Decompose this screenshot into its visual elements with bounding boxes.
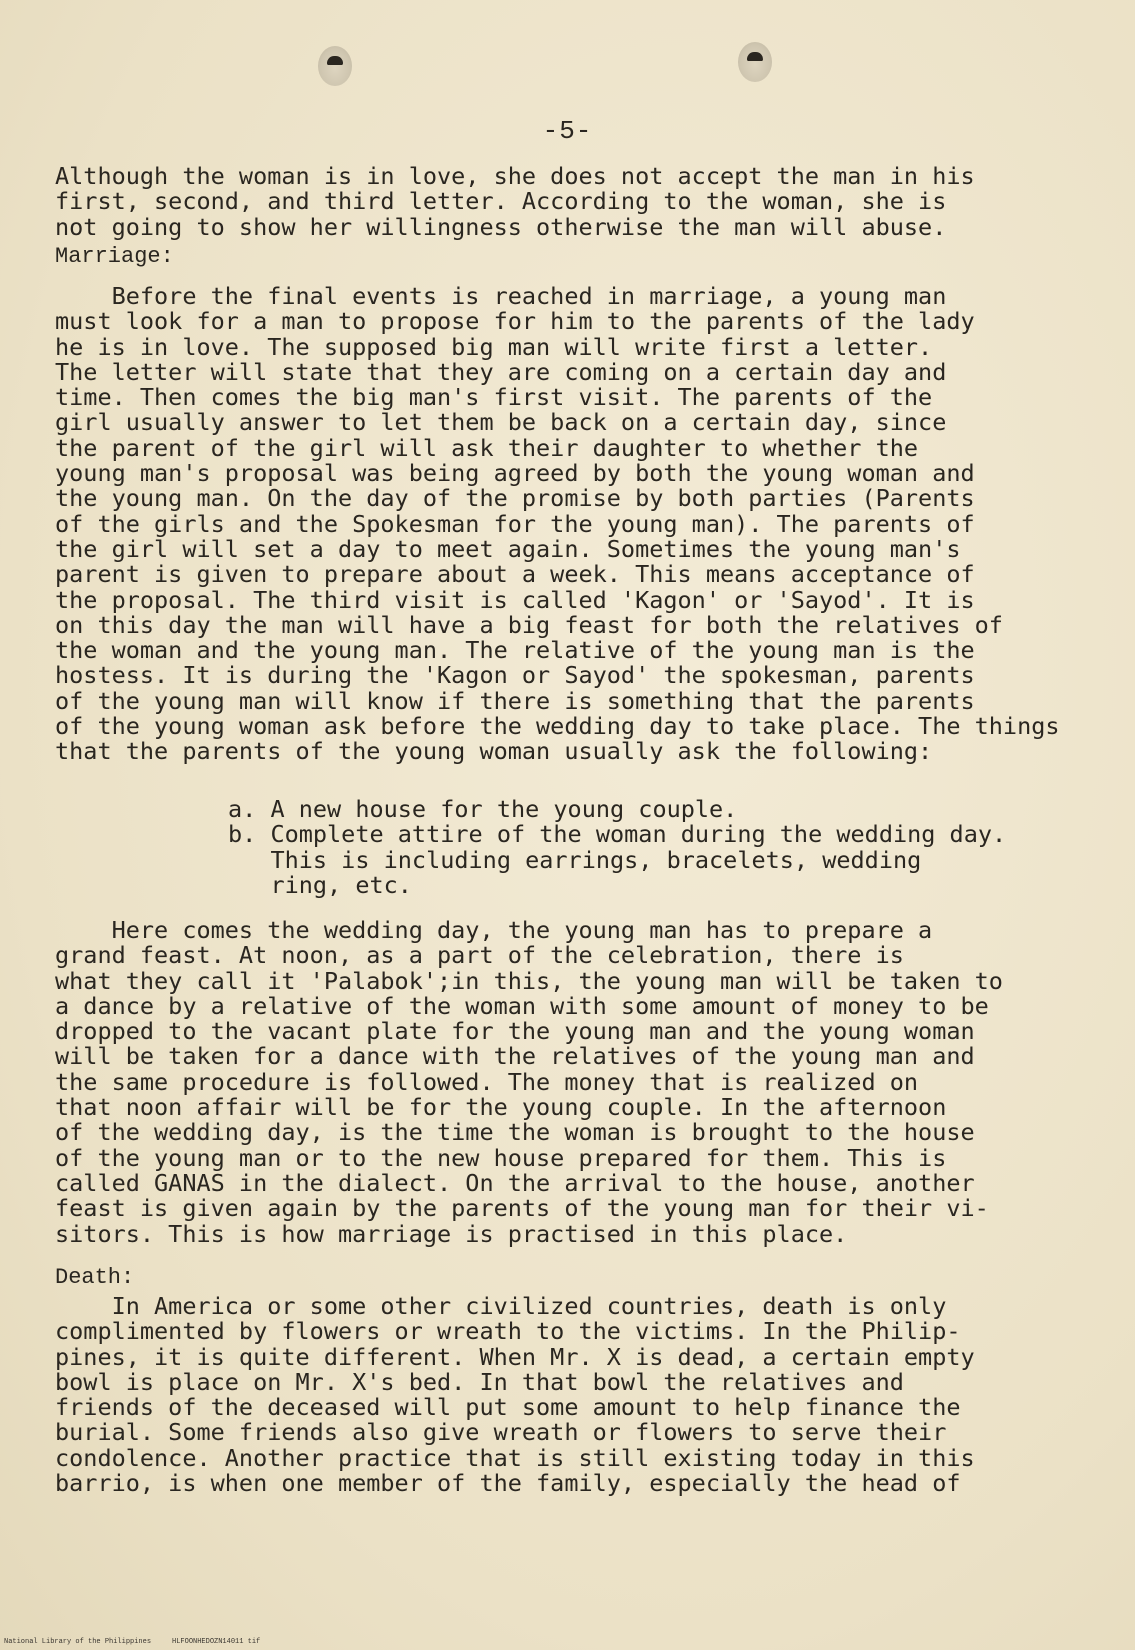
marriage-line: young man's proposal was being agreed by both the young woman and (55, 459, 975, 488)
death-heading: Death: (55, 1265, 135, 1290)
wedding-line: Here comes the wedding day, the young man has to prepare a (55, 916, 933, 944)
death-line: pines, it is quite different. When Mr. X is dead, a certain empty (55, 1342, 975, 1371)
marriage-line: the woman and the young man. The relative of the young man is the (55, 636, 975, 665)
death-line: barrio, is when one member of the family, especially the head of (55, 1469, 961, 1498)
marriage-line: Before the final events is reached in marriage, a young man (55, 282, 947, 310)
marriage-line: the girl will set a day to meet again. Sometimes the young man's (55, 534, 961, 563)
intro-line: Although the woman is in love, she does not accept the man in his (55, 162, 975, 190)
marriage-line: girl usually answer to let them be back on a certain day, since (55, 408, 947, 437)
wedding-line: sitors. This is how marriage is practised in this place. (55, 1219, 848, 1248)
marriage-line: hostess. It is during the 'Kagon or Sayod' the spokesman, parents (55, 661, 975, 690)
intro-line: not going to show her willingness otherwise the man will abuse. (55, 212, 947, 241)
list-item-line: a. A new house for the young couple. (228, 795, 738, 823)
list-item-line: b. Complete attire of the woman during the wedding day. (228, 820, 1007, 849)
marriage-paragraph (55, 284, 1115, 765)
death-paragraph (55, 1294, 1115, 1496)
wedding-line: grand feast. At noon, as a part of the celebration, there is (55, 941, 904, 970)
marriage-line: of the girls and the Spokesman for the young man). The parents of (55, 509, 975, 538)
marriage-line: on this day the man will have a big feast for both the relatives of (55, 610, 1003, 639)
marriage-line: of the young woman ask before the wedding day to take place. The things (55, 712, 1060, 741)
wedding-line: the same procedure is followed. The money that is realized on (55, 1067, 919, 1096)
list-item-line: This is including earrings, bracelets, wedding (228, 845, 922, 874)
punch-hole-left (318, 46, 352, 86)
marriage-requirements-list (228, 797, 1108, 898)
wedding-line: called GANAS in the dialect. On the arrival to the house, another (55, 1168, 975, 1197)
marriage-line: The letter will state that they are coming on a certain day and (55, 357, 947, 386)
death-line: bowl is place on Mr. X's bed. In that bowl the relatives and (55, 1367, 904, 1396)
wedding-line: what they call it 'Palabok';in this, the young man will be taken to (55, 966, 1003, 995)
marriage-line: parent is given to prepare about a week. This means acceptance of (55, 560, 975, 589)
wedding-paragraph (55, 918, 1115, 1247)
wedding-line: of the young man or to the new house prepared for them. This is (55, 1143, 947, 1172)
wedding-line: will be taken for a dance with the relatives of the young man and (55, 1042, 975, 1071)
page-number: -5- (542, 116, 593, 146)
intro-line: first, second, and third letter. According to the woman, she is (55, 187, 947, 216)
marriage-line: must look for a man to propose for him to the parents of the lady (55, 307, 975, 336)
death-line: complimented by flowers or wreath to the victims. In the Philip- (55, 1317, 961, 1346)
marriage-line: the young man. On the day of the promise by both parties (Parents (55, 484, 975, 513)
list-item-line: ring, etc. (228, 870, 412, 899)
marriage-line: the parent of the girl will ask their daughter to whether the (55, 433, 919, 462)
death-line: burial. Some friends also give wreath or flowers to serve their (55, 1418, 947, 1447)
death-line: friends of the deceased will put some amount to help finance the (55, 1393, 961, 1422)
wedding-line: that noon affair will be for the young couple. In the afternoon (55, 1093, 947, 1122)
marriage-line: time. Then comes the big man's first visit. The parents of the (55, 383, 933, 412)
wedding-line: feast is given again by the parents of the young man for their vi- (55, 1194, 989, 1223)
wedding-line: of the wedding day, is the time the woman is brought to the house (55, 1118, 975, 1147)
marriage-line: of the young man will know if there is something that the parents (55, 686, 975, 715)
punch-hole-right (738, 42, 772, 82)
wedding-line: a dance by a relative of the woman with some amount of money to be (55, 991, 989, 1020)
wedding-line: dropped to the vacant plate for the young man and the young woman (55, 1017, 975, 1046)
marriage-line: he is in love. The supposed big man will write first a letter. (55, 332, 933, 361)
marriage-heading: Marriage: (55, 244, 174, 269)
archive-footer: National Library of the Philippines HLFOONHEDOZN14011 tif (4, 1638, 261, 1646)
death-line: In America or some other civilized countries, death is only (55, 1292, 947, 1320)
marriage-line: the proposal. The third visit is called 'Kagon' or 'Sayod'. It is (55, 585, 975, 614)
marriage-line: that the parents of the young woman usually ask the following: (55, 737, 933, 766)
death-line: condolence. Another practice that is still existing today in this (55, 1443, 975, 1472)
intro-paragraph (55, 164, 1115, 240)
